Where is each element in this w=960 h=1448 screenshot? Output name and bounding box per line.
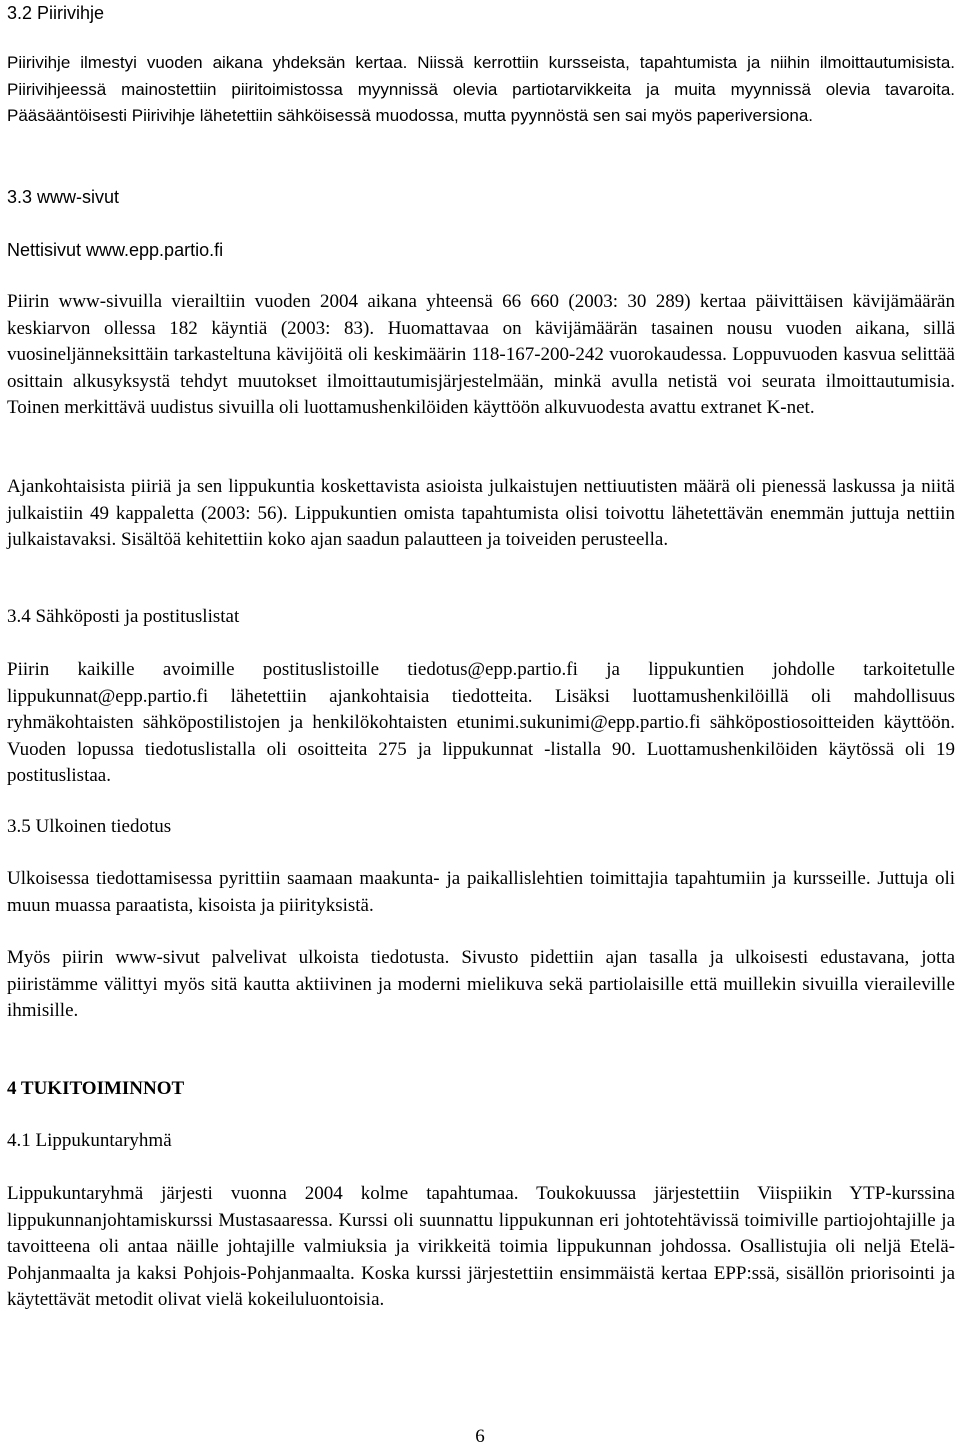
paragraph-external-website: Myös piirin www-sivut palvelivat ulkoista tiedotusta. Sivusto pidettiin ajan tasalla ja ulkoisesti edustavana, jotta piiristämme välittyi myös sitä kautta aktiivinen ja moderni mielikuva sekä partiolaisille että muillekin sivuilla vieraileville ihmisille. <box>7 947 955 1021</box>
section-heading-lippukuntaryhma: 4.1 Lippukuntaryhmä <box>7 1130 172 1151</box>
section-heading-external-communication: 3.5 Ulkoinen tiedotus <box>7 816 172 837</box>
paragraph-www-news: Ajankohtaisista piiriä ja sen lippukuntia koskettavista asioista julkaistujen nettiuutisten määrä oli pienessä laskussa ja niitä julkaistiin 49 kappaletta (2003: 56). Lippukuntien omista tapahtumista olisi toivottu lähetettävän enemmän juttuja nettiin julkaistavaksi. Sisältöä kehitettiin koko ajan saadun palautteen ja toiveiden perusteella. <box>7 476 955 550</box>
section-heading-piirivihje: 3.2 Piirivihje <box>7 3 105 23</box>
paragraph-www-visits: Piirin www-sivuilla vierailtiin vuoden 2004 aikana yhteensä 66 660 (2003: 30 289) kertaa päivittäisen kävijämäärän keskiarvon ollessa 182 käyntiä (2003: 83). Huomattavaa on kävijämäärän tasainen nousu vuoden aikana, sillä vuosineljänneksittäin tarkasteltuna kävijöitä oli keskimäärin 118-167-200-242 vuorokaudessa. Loppuvuoden kasvua selittää osittain alkusyksystä tehdyt muutokset ilmoittautumisjärjestelmään, minkä avulla netistä voi seurata ilmoittautumisia. Toinen merkittävä uudistus sivuilla oli luottamushenkilöiden käyttöön alkuvuodesta avattu extranet K-net. <box>7 291 955 418</box>
chapter-heading-support-functions: 4 TUKITOIMINNOT <box>7 1078 185 1099</box>
paragraph-external-communication: Ulkoisessa tiedottamisessa pyrittiin saamaan maakunta- ja paikallislehtien toimittajia tapahtumiin ja kursseille. Juttuja oli muun muassa paraatista, kisoista ja piirityksistä. <box>7 868 955 916</box>
site-address-line: Nettisivut www.epp.partio.fi <box>7 240 224 260</box>
paragraph-email-lists: Piirin kaikille avoimille postituslistoille tiedotus@epp.partio.fi ja lippukuntien johdolle tarkoitetulle lippukunnat@epp.partio.fi lähetettiin ajankohtaisia tiedotteita. Lisäksi luottamushenkilöillä oli mahdollisuus ryhmäkohtaisten sähköpostilistojen ja henkilökohtaisten etunimi.sukunimi@epp.partio.fi sähköpostiosoitteiden käyttöön. Vuoden lopussa tiedotuslistalla oli osoitteita 275 ja lippukunnat -listalla 90. Luottamushenkilöiden käytössä oli 19 postituslistaa. <box>7 659 955 786</box>
page-number: 6 <box>475 1426 485 1447</box>
paragraph-lippukuntaryhma: Lippukuntaryhmä järjesti vuonna 2004 kolme tapahtumaa. Toukokuussa järjestettiin Viispiikin YTP-kurssina lippukunnanjohtamiskurssi Mustasaaressa. Kurssi oli suunnattu lippukunnan eri johtotehtävissä toimiville partiojohtajille ja tavoitteena oli antaa näille johtajille valmiuksia ja virikkeitä toimia lippukunnan johdossa. Osallistujia oli neljä Etelä-Pohjanmaalta ja kaksi Pohjois-Pohjanmaalta. Koska kurssi järjestettiin ensimmäistä kertaa EPP:ssä, sisällön priorisointi ja käytettävät metodit olivat vielä kokeiluluontoisia. <box>7 1183 955 1310</box>
section-heading-www-sivut: 3.3 www-sivut <box>7 187 120 207</box>
section-heading-email: 3.4 Sähköposti ja postituslistat <box>7 606 240 627</box>
paragraph-piirivihje: Piirivihje ilmestyi vuoden aikana yhdeksän kertaa. Niissä kerrottiin kursseista, tapahtumista ja niihin ilmoittautumisista. Piirivihjeessä mainostettiin piiritoimistossa myynnissä olevia partiotarvikkeita ja muita myynnissä olevia tavaroita. Pääsääntöisesti Piirivihje lähetettiin sähköisessä muodossa, mutta pyynnöstä sen sai myös paperiversiona. <box>7 53 955 125</box>
